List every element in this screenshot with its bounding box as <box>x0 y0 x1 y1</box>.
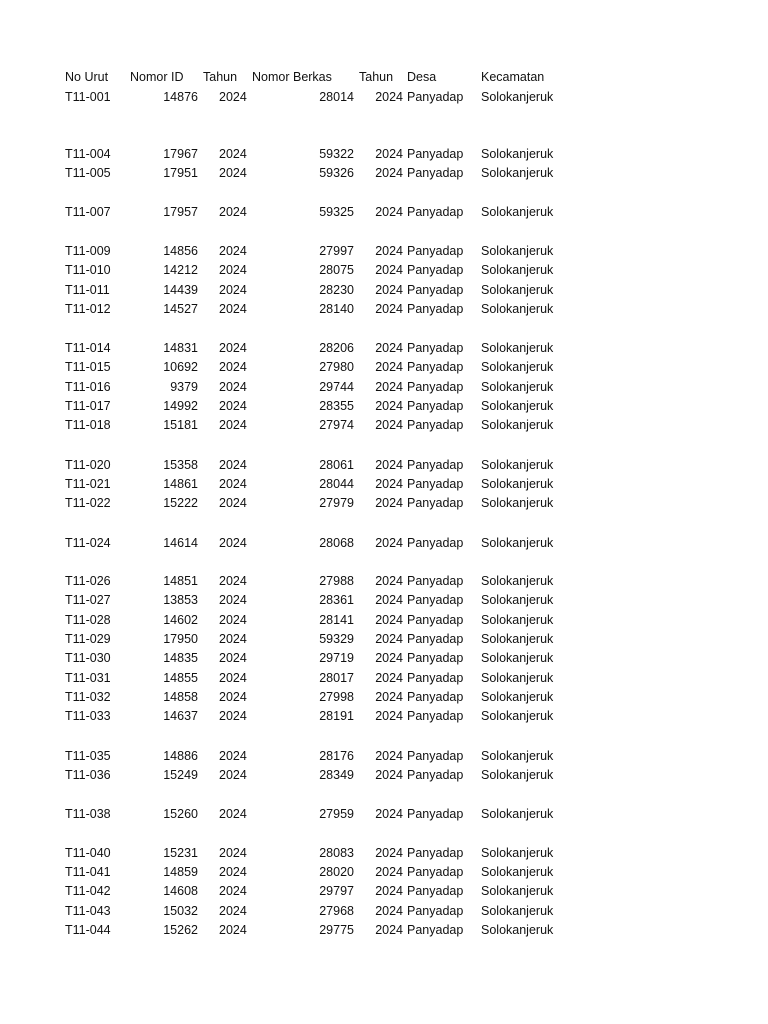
cell-nomor-id: 14608 <box>163 884 198 898</box>
table-row <box>0 591 768 610</box>
cell-tahun: 2024 <box>219 244 247 258</box>
cell-tahun: 2024 <box>219 360 247 374</box>
cell-tahun-2: 2024 <box>375 923 403 937</box>
cell-tahun: 2024 <box>219 923 247 937</box>
table-row <box>0 416 768 435</box>
cell-no-urut: T11-038 <box>65 807 111 821</box>
table-row <box>0 902 768 921</box>
cell-tahun: 2024 <box>219 380 247 394</box>
cell-no-urut: T11-028 <box>65 613 111 627</box>
cell-desa: Panyadap <box>407 399 464 413</box>
cell-tahun-2: 2024 <box>375 380 403 394</box>
cell-tahun: 2024 <box>219 865 247 879</box>
cell-no-urut: T11-044 <box>65 923 111 937</box>
cell-tahun: 2024 <box>219 690 247 704</box>
cell-kecamatan: Solokanjeruk <box>481 360 554 374</box>
cell-no-urut: T11-009 <box>65 244 111 258</box>
cell-desa: Panyadap <box>407 865 464 879</box>
cell-nomor-berkas: 59325 <box>319 205 354 219</box>
cell-tahun-2: 2024 <box>375 360 403 374</box>
cell-tahun-2: 2024 <box>375 536 403 550</box>
cell-kecamatan: Solokanjeruk <box>481 477 554 491</box>
cell-tahun-2: 2024 <box>375 749 403 763</box>
cell-nomor-berkas: 59326 <box>319 166 354 180</box>
cell-nomor-berkas: 29744 <box>319 380 354 394</box>
cell-nomor-berkas: 28014 <box>319 90 354 104</box>
cell-kecamatan: Solokanjeruk <box>481 90 554 104</box>
cell-nomor-berkas: 28044 <box>319 477 354 491</box>
cell-kecamatan: Solokanjeruk <box>481 418 554 432</box>
cell-nomor-id: 14614 <box>163 536 198 550</box>
cell-desa: Panyadap <box>407 671 464 685</box>
cell-tahun: 2024 <box>219 418 247 432</box>
cell-desa: Panyadap <box>407 846 464 860</box>
cell-nomor-id: 15249 <box>163 768 198 782</box>
cell-nomor-berkas: 28075 <box>319 263 354 277</box>
cell-tahun-2: 2024 <box>375 458 403 472</box>
cell-desa: Panyadap <box>407 166 464 180</box>
cell-nomor-berkas: 28017 <box>319 671 354 685</box>
table-row <box>0 145 768 164</box>
cell-tahun-2: 2024 <box>375 904 403 918</box>
cell-kecamatan: Solokanjeruk <box>481 341 554 355</box>
table-row <box>0 630 768 649</box>
table-row <box>0 456 768 475</box>
cell-no-urut: T11-024 <box>65 536 111 550</box>
cell-tahun-2: 2024 <box>375 807 403 821</box>
cell-tahun: 2024 <box>219 749 247 763</box>
table-row <box>0 649 768 668</box>
cell-kecamatan: Solokanjeruk <box>481 263 554 277</box>
cell-desa: Panyadap <box>407 593 464 607</box>
table-row <box>0 242 768 261</box>
cell-desa: Panyadap <box>407 768 464 782</box>
cell-tahun: 2024 <box>219 593 247 607</box>
cell-desa: Panyadap <box>407 477 464 491</box>
cell-tahun-2: 2024 <box>375 147 403 161</box>
cell-nomor-berkas: 27968 <box>319 904 354 918</box>
cell-no-urut: T11-043 <box>65 904 111 918</box>
cell-desa: Panyadap <box>407 690 464 704</box>
cell-tahun-2: 2024 <box>375 593 403 607</box>
cell-kecamatan: Solokanjeruk <box>481 574 554 588</box>
cell-tahun: 2024 <box>219 651 247 665</box>
cell-no-urut: T11-017 <box>65 399 111 413</box>
cell-tahun-2: 2024 <box>375 709 403 723</box>
cell-nomor-id: 14856 <box>163 244 198 258</box>
cell-no-urut: T11-018 <box>65 418 111 432</box>
cell-nomor-berkas: 28349 <box>319 768 354 782</box>
cell-nomor-id: 15358 <box>163 458 198 472</box>
cell-tahun: 2024 <box>219 147 247 161</box>
cell-tahun: 2024 <box>219 166 247 180</box>
table-row <box>0 300 768 319</box>
cell-tahun: 2024 <box>219 709 247 723</box>
cell-nomor-id: 14851 <box>163 574 198 588</box>
cell-tahun: 2024 <box>219 90 247 104</box>
cell-nomor-id: 17951 <box>163 166 198 180</box>
cell-nomor-berkas: 59322 <box>319 147 354 161</box>
cell-kecamatan: Solokanjeruk <box>481 166 554 180</box>
cell-nomor-id: 17950 <box>163 632 198 646</box>
cell-desa: Panyadap <box>407 341 464 355</box>
cell-nomor-id: 14637 <box>163 709 198 723</box>
table-row <box>0 707 768 726</box>
table-row <box>0 339 768 358</box>
cell-tahun-2: 2024 <box>375 302 403 316</box>
cell-kecamatan: Solokanjeruk <box>481 768 554 782</box>
cell-tahun: 2024 <box>219 399 247 413</box>
cell-kecamatan: Solokanjeruk <box>481 865 554 879</box>
cell-nomor-id: 17957 <box>163 205 198 219</box>
cell-no-urut: T11-015 <box>65 360 111 374</box>
cell-kecamatan: Solokanjeruk <box>481 884 554 898</box>
cell-no-urut: T11-021 <box>65 477 111 491</box>
cell-nomor-id: 14992 <box>163 399 198 413</box>
cell-nomor-id: 15181 <box>163 418 198 432</box>
cell-no-urut: T11-012 <box>65 302 111 316</box>
cell-tahun-2: 2024 <box>375 671 403 685</box>
cell-no-urut: T11-022 <box>65 496 111 510</box>
table-row <box>0 358 768 377</box>
cell-nomor-berkas: 28068 <box>319 536 354 550</box>
table-row <box>0 688 768 707</box>
cell-nomor-id: 14886 <box>163 749 198 763</box>
cell-nomor-berkas: 28191 <box>319 709 354 723</box>
table-row <box>0 882 768 901</box>
cell-desa: Panyadap <box>407 244 464 258</box>
cell-no-urut: T11-016 <box>65 380 111 394</box>
cell-nomor-id: 13853 <box>163 593 198 607</box>
cell-kecamatan: Solokanjeruk <box>481 923 554 937</box>
cell-nomor-id: 14835 <box>163 651 198 665</box>
cell-no-urut: T11-010 <box>65 263 111 277</box>
cell-kecamatan: Solokanjeruk <box>481 613 554 627</box>
cell-kecamatan: Solokanjeruk <box>481 458 554 472</box>
cell-no-urut: T11-011 <box>65 283 110 297</box>
cell-nomor-id: 9379 <box>170 380 198 394</box>
table-row <box>0 611 768 630</box>
table-row <box>0 766 768 785</box>
cell-no-urut: T11-020 <box>65 458 111 472</box>
cell-tahun: 2024 <box>219 671 247 685</box>
cell-kecamatan: Solokanjeruk <box>481 593 554 607</box>
cell-nomor-berkas: 29719 <box>319 651 354 665</box>
table-row <box>0 572 768 591</box>
table-row <box>0 669 768 688</box>
cell-tahun-2: 2024 <box>375 399 403 413</box>
table-row <box>0 494 768 513</box>
cell-tahun-2: 2024 <box>375 613 403 627</box>
cell-no-urut: T11-031 <box>65 671 111 685</box>
cell-tahun-2: 2024 <box>375 632 403 646</box>
table-row <box>0 475 768 494</box>
cell-kecamatan: Solokanjeruk <box>481 147 554 161</box>
cell-no-urut: T11-007 <box>65 205 111 219</box>
header-nomor-berkas: Nomor Berkas <box>252 70 332 84</box>
cell-no-urut: T11-026 <box>65 574 111 588</box>
cell-no-urut: T11-042 <box>65 884 111 898</box>
cell-desa: Panyadap <box>407 651 464 665</box>
cell-desa: Panyadap <box>407 205 464 219</box>
cell-kecamatan: Solokanjeruk <box>481 807 554 821</box>
header-no-urut: No Urut <box>65 70 109 84</box>
cell-no-urut: T11-032 <box>65 690 111 704</box>
cell-no-urut: T11-027 <box>65 593 111 607</box>
cell-nomor-berkas: 28061 <box>319 458 354 472</box>
cell-desa: Panyadap <box>407 923 464 937</box>
cell-nomor-id: 15032 <box>163 904 198 918</box>
header-row <box>0 68 768 87</box>
cell-tahun-2: 2024 <box>375 574 403 588</box>
header-nomor-id: Nomor ID <box>130 70 184 84</box>
cell-desa: Panyadap <box>407 496 464 510</box>
cell-tahun-2: 2024 <box>375 496 403 510</box>
cell-tahun-2: 2024 <box>375 90 403 104</box>
cell-no-urut: T11-041 <box>65 865 111 879</box>
cell-tahun: 2024 <box>219 341 247 355</box>
cell-desa: Panyadap <box>407 263 464 277</box>
table-row <box>0 921 768 940</box>
cell-nomor-id: 10692 <box>163 360 198 374</box>
cell-no-urut: T11-001 <box>65 90 111 104</box>
cell-no-urut: T11-036 <box>65 768 111 782</box>
cell-nomor-id: 14439 <box>163 283 198 297</box>
cell-kecamatan: Solokanjeruk <box>481 904 554 918</box>
table-row <box>0 534 768 553</box>
cell-nomor-berkas: 27997 <box>319 244 354 258</box>
table-row <box>0 805 768 824</box>
cell-tahun-2: 2024 <box>375 418 403 432</box>
cell-kecamatan: Solokanjeruk <box>481 205 554 219</box>
cell-nomor-berkas: 27974 <box>319 418 354 432</box>
header-tahun-2: Tahun <box>359 70 394 84</box>
cell-nomor-id: 14602 <box>163 613 198 627</box>
cell-nomor-id: 15222 <box>163 496 198 510</box>
cell-nomor-id: 17967 <box>163 147 198 161</box>
table-row <box>0 747 768 766</box>
cell-nomor-berkas: 28361 <box>319 593 354 607</box>
cell-tahun-2: 2024 <box>375 477 403 491</box>
cell-nomor-berkas: 27988 <box>319 574 354 588</box>
cell-nomor-berkas: 28206 <box>319 341 354 355</box>
cell-kecamatan: Solokanjeruk <box>481 749 554 763</box>
table-row <box>0 88 768 107</box>
cell-desa: Panyadap <box>407 807 464 821</box>
cell-no-urut: T11-030 <box>65 651 111 665</box>
cell-tahun-2: 2024 <box>375 205 403 219</box>
cell-no-urut: T11-004 <box>65 147 111 161</box>
table-row <box>0 281 768 300</box>
cell-no-urut: T11-035 <box>65 749 111 763</box>
cell-nomor-id: 14858 <box>163 690 198 704</box>
cell-tahun-2: 2024 <box>375 651 403 665</box>
cell-tahun-2: 2024 <box>375 846 403 860</box>
cell-tahun: 2024 <box>219 536 247 550</box>
cell-nomor-berkas: 28020 <box>319 865 354 879</box>
cell-no-urut: T11-014 <box>65 341 111 355</box>
cell-nomor-id: 15231 <box>163 846 198 860</box>
cell-kecamatan: Solokanjeruk <box>481 690 554 704</box>
cell-nomor-id: 14527 <box>163 302 198 316</box>
cell-desa: Panyadap <box>407 574 464 588</box>
cell-nomor-berkas: 29775 <box>319 923 354 937</box>
cell-tahun-2: 2024 <box>375 768 403 782</box>
cell-tahun: 2024 <box>219 263 247 277</box>
cell-tahun-2: 2024 <box>375 283 403 297</box>
cell-kecamatan: Solokanjeruk <box>481 671 554 685</box>
cell-tahun: 2024 <box>219 613 247 627</box>
cell-no-urut: T11-005 <box>65 166 111 180</box>
cell-desa: Panyadap <box>407 380 464 394</box>
table-row <box>0 164 768 183</box>
cell-tahun: 2024 <box>219 768 247 782</box>
cell-tahun-2: 2024 <box>375 263 403 277</box>
cell-no-urut: T11-033 <box>65 709 111 723</box>
cell-desa: Panyadap <box>407 536 464 550</box>
cell-kecamatan: Solokanjeruk <box>481 651 554 665</box>
cell-desa: Panyadap <box>407 283 464 297</box>
cell-tahun-2: 2024 <box>375 865 403 879</box>
cell-nomor-berkas: 28230 <box>319 283 354 297</box>
cell-tahun-2: 2024 <box>375 884 403 898</box>
cell-tahun: 2024 <box>219 884 247 898</box>
cell-desa: Panyadap <box>407 302 464 316</box>
cell-desa: Panyadap <box>407 147 464 161</box>
cell-kecamatan: Solokanjeruk <box>481 380 554 394</box>
cell-desa: Panyadap <box>407 904 464 918</box>
cell-nomor-berkas: 28355 <box>319 399 354 413</box>
cell-desa: Panyadap <box>407 632 464 646</box>
cell-nomor-berkas: 29797 <box>319 884 354 898</box>
cell-tahun: 2024 <box>219 302 247 316</box>
cell-no-urut: T11-029 <box>65 632 111 646</box>
table-row <box>0 203 768 222</box>
cell-nomor-id: 14831 <box>163 341 198 355</box>
cell-nomor-id: 14876 <box>163 90 198 104</box>
cell-tahun: 2024 <box>219 632 247 646</box>
cell-desa: Panyadap <box>407 360 464 374</box>
cell-desa: Panyadap <box>407 884 464 898</box>
cell-nomor-berkas: 28141 <box>319 613 354 627</box>
cell-nomor-id: 15260 <box>163 807 198 821</box>
cell-kecamatan: Solokanjeruk <box>481 536 554 550</box>
cell-tahun-2: 2024 <box>375 341 403 355</box>
cell-no-urut: T11-040 <box>65 846 111 860</box>
cell-tahun: 2024 <box>219 477 247 491</box>
cell-nomor-berkas: 59329 <box>319 632 354 646</box>
cell-kecamatan: Solokanjeruk <box>481 496 554 510</box>
cell-nomor-berkas: 28083 <box>319 846 354 860</box>
cell-desa: Panyadap <box>407 418 464 432</box>
table-row <box>0 863 768 882</box>
cell-desa: Panyadap <box>407 458 464 472</box>
cell-nomor-id: 15262 <box>163 923 198 937</box>
cell-nomor-id: 14212 <box>163 263 198 277</box>
cell-tahun: 2024 <box>219 283 247 297</box>
cell-nomor-id: 14859 <box>163 865 198 879</box>
cell-tahun: 2024 <box>219 846 247 860</box>
cell-desa: Panyadap <box>407 613 464 627</box>
cell-nomor-berkas: 27959 <box>319 807 354 821</box>
cell-tahun-2: 2024 <box>375 690 403 704</box>
cell-kecamatan: Solokanjeruk <box>481 632 554 646</box>
cell-nomor-berkas: 27979 <box>319 496 354 510</box>
cell-nomor-berkas: 27980 <box>319 360 354 374</box>
cell-kecamatan: Solokanjeruk <box>481 399 554 413</box>
cell-tahun: 2024 <box>219 458 247 472</box>
header-kecamatan: Kecamatan <box>481 70 545 84</box>
header-tahun: Tahun <box>203 70 238 84</box>
cell-kecamatan: Solokanjeruk <box>481 302 554 316</box>
cell-kecamatan: Solokanjeruk <box>481 846 554 860</box>
table-row <box>0 261 768 280</box>
cell-tahun-2: 2024 <box>375 166 403 180</box>
cell-desa: Panyadap <box>407 749 464 763</box>
cell-tahun: 2024 <box>219 496 247 510</box>
cell-tahun: 2024 <box>219 807 247 821</box>
cell-tahun: 2024 <box>219 574 247 588</box>
cell-tahun: 2024 <box>219 904 247 918</box>
header-desa: Desa <box>407 70 437 84</box>
cell-kecamatan: Solokanjeruk <box>481 709 554 723</box>
cell-desa: Panyadap <box>407 709 464 723</box>
cell-nomor-berkas: 28140 <box>319 302 354 316</box>
cell-tahun: 2024 <box>219 205 247 219</box>
cell-nomor-berkas: 28176 <box>319 749 354 763</box>
cell-nomor-id: 14861 <box>163 477 198 491</box>
cell-nomor-berkas: 27998 <box>319 690 354 704</box>
cell-nomor-id: 14855 <box>163 671 198 685</box>
table-row <box>0 844 768 863</box>
table-row <box>0 378 768 397</box>
cell-kecamatan: Solokanjeruk <box>481 244 554 258</box>
cell-desa: Panyadap <box>407 90 464 104</box>
cell-tahun-2: 2024 <box>375 244 403 258</box>
cell-kecamatan: Solokanjeruk <box>481 283 554 297</box>
table-row <box>0 397 768 416</box>
